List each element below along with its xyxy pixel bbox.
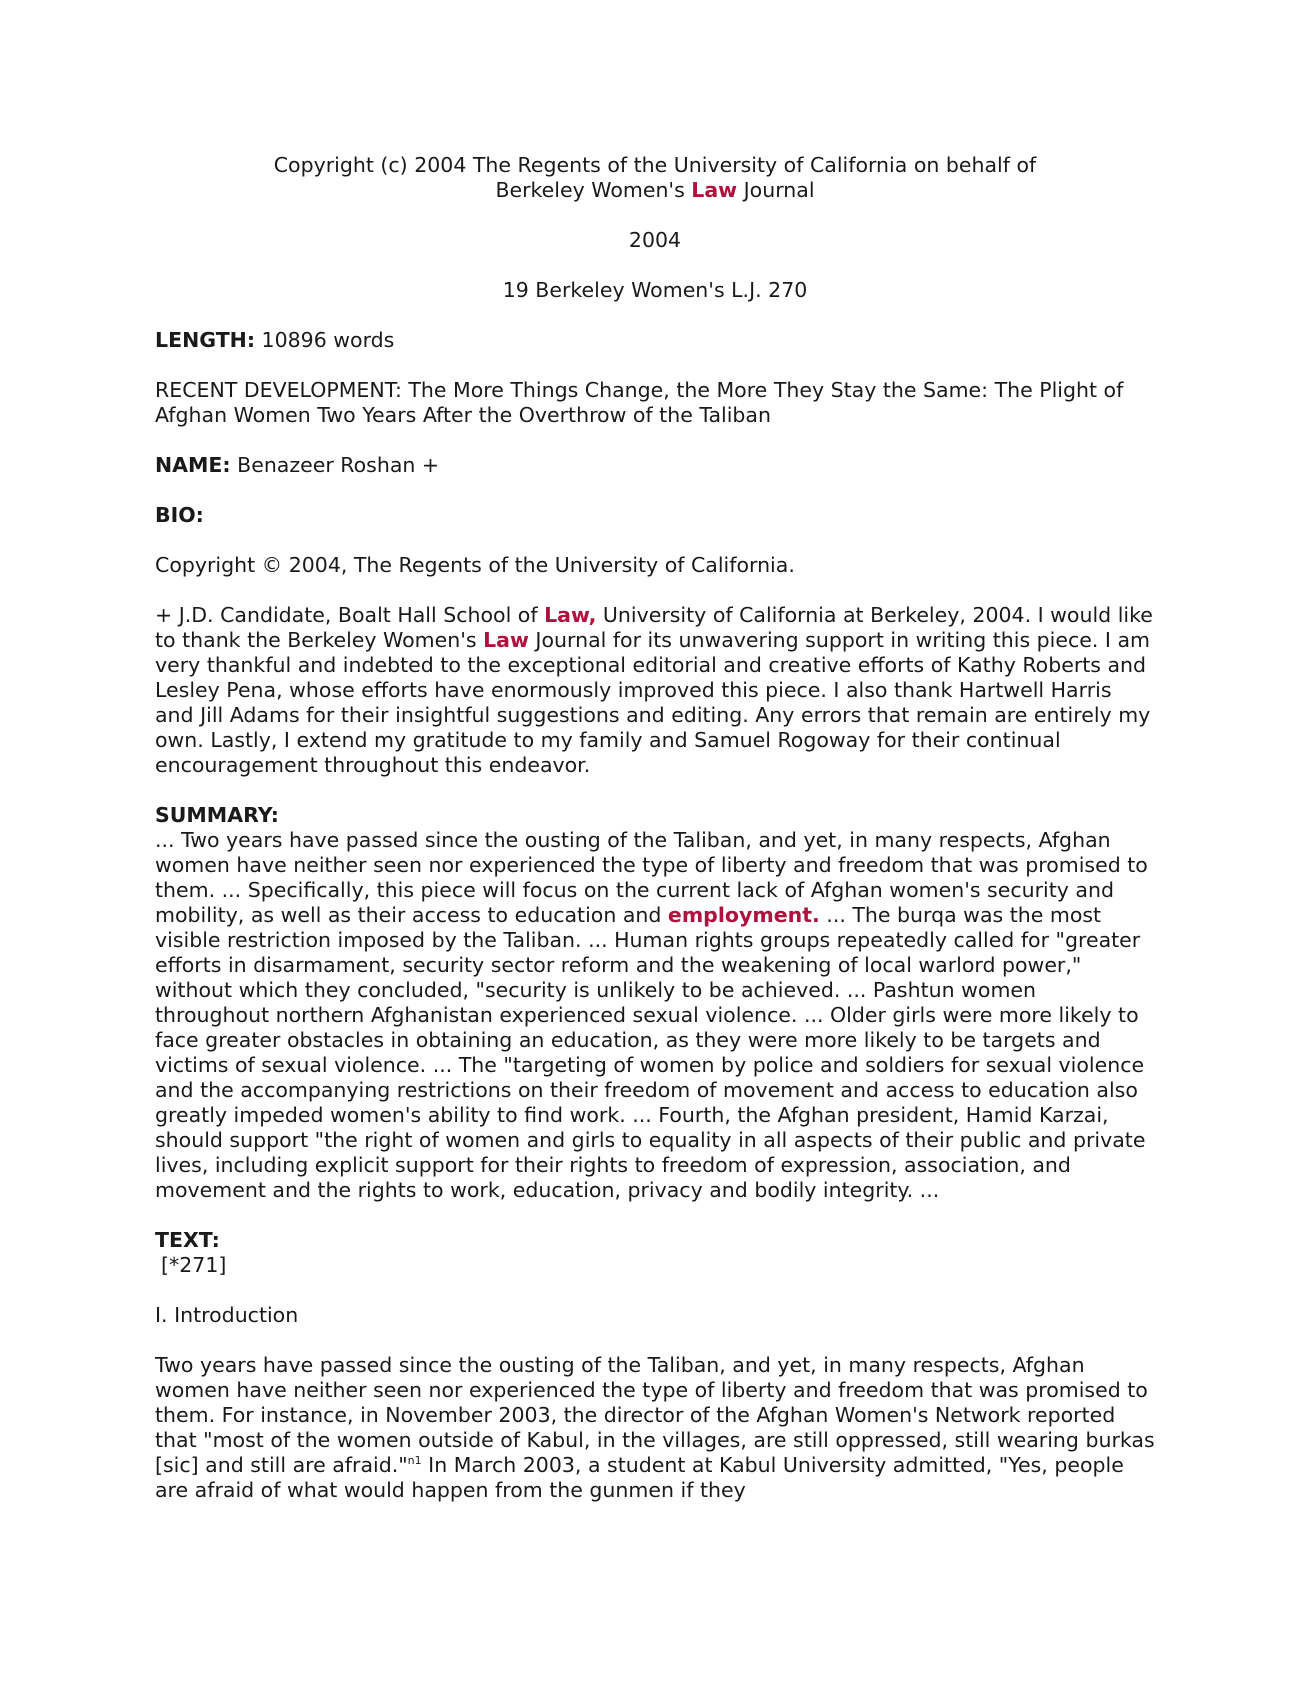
bio-copyright: Copyright © 2004, The Regents of the University of California.: [155, 553, 795, 577]
body-paragraph: [155, 1353, 1155, 1503]
copyright-line-2-text: Berkeley Women's: [495, 178, 692, 202]
name-field: [155, 453, 1155, 478]
length-label: LENGTH:: [155, 328, 256, 352]
page-marker: [*271]: [161, 1253, 227, 1277]
summary-label: SUMMARY:: [155, 803, 280, 827]
footnote-link[interactable]: n1: [407, 1454, 422, 1468]
summary-text-part: ... Two years have passed since the ousting of the Taliban, and yet, in many respects, Afghan women have neither seen nor experienced the type of liberty and freedom that was promised to them. ... Specifically, this piece will focus on the current lack of Afghan women's security and mobility, as well as their access to education and: [155, 828, 1148, 927]
summary-section: [155, 803, 1155, 1203]
author-name: Benazeer Roshan +: [230, 453, 440, 477]
publication-year: 2004: [628, 228, 682, 252]
search-term-highlight: Law,: [544, 603, 597, 627]
body-text: Two years have passed since the ousting of the Taliban, and yet, in many respects, Afghan women have neither seen nor experienced the type of liberty and freedom that was promised to them. For instance, in November 2003, the director of the Afghan Women's Network reported that "most of the women outside of Kabul, in the villages, are still oppressed, still wearing burkas [sic] and still are afraid.": [155, 1353, 1155, 1477]
bio-text: [155, 603, 1155, 778]
citation: 19 Berkeley Women's L.J. 270: [502, 278, 808, 302]
search-term-highlight: employment.: [667, 903, 820, 927]
length-value: 10896 words: [255, 328, 395, 352]
section-heading: I. Introduction: [155, 1303, 299, 1327]
document-page: [155, 153, 1155, 1503]
summary-text-part: ... The burqa was the most visible restriction imposed by the Taliban. ... Human rights groups repeatedly called for "greater efforts in disarmament, security sector reform and the weakening of local warlord power," without which they concluded, "security is unlikely to be achieved. ... Pashtun women throughout northern Afghanistan experienced sexual violence. ... Older girls were more likely to face greater obstacles in obtaining an education, as they were more likely to be targets and victims of sexual violence. ... The "targeting of women by police and soldiers for sexual violence and the accompanying restrictions on their freedom of movement and access to education also greatly impeded women's ability to find work. ... Fourth, the Afghan president, Hamid Karzai, should support "the right of women and girls to equality in all aspects of their public and private lives, including explicit support for their rights to freedom of expression, association, and movement and the rights to work, education, privacy and bodily integrity. ...: [155, 903, 1146, 1202]
summary-text: [155, 828, 1155, 1203]
bio-text-part: Journal for its unwavering support in writing this piece. I am very thankful and indebted to the exceptional editorial and creative efforts of Kathy Roberts and Lesley Pena, whose efforts have enormously improved this piece. I also thank Hartwell Harris and Jill Adams for their insightful suggestions and editing. Any errors that remain are entirely my own. Lastly, I extend my gratitude to my family and Samuel Rogoway for their continual encouragement throughout this endeavor.: [155, 628, 1151, 777]
bio-label: BIO:: [155, 503, 204, 527]
copyright-header: [155, 153, 1155, 203]
text-section: [155, 1228, 1155, 1278]
name-label: NAME:: [155, 453, 231, 477]
copyright-line-2: [155, 178, 1155, 203]
search-term-highlight: Law: [483, 628, 529, 652]
copyright-line-2-text-end: Journal: [737, 178, 815, 202]
text-label: TEXT:: [155, 1228, 220, 1252]
bio-text-part: University of California at Berkeley, 2004. I would like to thank the Berkeley Women's: [155, 603, 1153, 652]
copyright-line-1: Copyright (c) 2004 The Regents of the University of California on behalf of: [273, 153, 1037, 177]
search-term-highlight: Law: [691, 178, 738, 202]
bio-text-part: + J.D. Candidate, Boalt Hall School of: [155, 603, 545, 627]
article-title: RECENT DEVELOPMENT: The More Things Change, the More They Stay the Same: The Plight of Afghan Women Two Years After the Overthrow of the Taliban: [155, 378, 1124, 427]
body-text-cont: In March 2003, a student at Kabul University admitted, "Yes, people are afraid of what would happen from the gunmen if they: [155, 1453, 1124, 1502]
length-field: [155, 328, 1155, 353]
